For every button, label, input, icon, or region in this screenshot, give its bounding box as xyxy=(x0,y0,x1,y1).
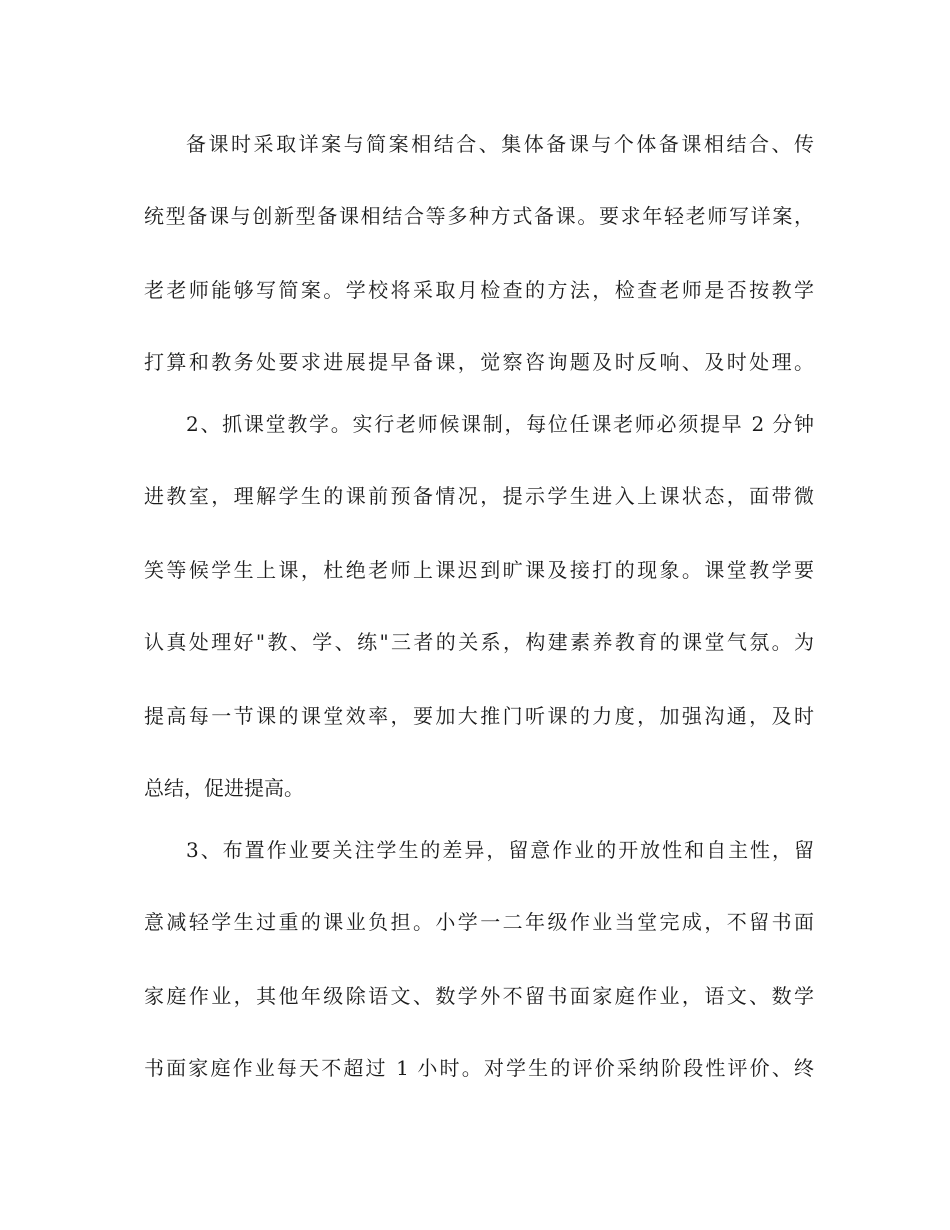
paragraph-line: 老老师能够写简案。学校将采取月检查的方法，检查老师是否按教学 xyxy=(144,278,814,302)
paragraph-line: 认真处理好"教、学、练"三者的关系，构建素养教育的课堂气氛。为 xyxy=(144,630,814,654)
paragraph-line: 意减轻学生过重的课业负担。小学一二年级作业当堂完成，不留书面 xyxy=(144,910,814,934)
paragraph-line: 2、抓课堂教学。实行老师候课制，每位任课老师必须提早 2 分钟 xyxy=(186,412,814,436)
paragraph-line: 统型备课与创新型备课相结合等多种方式备课。要求年轻老师写详案， xyxy=(144,204,814,228)
paragraph-line: 提高每一节课的课堂效率，要加大推门听课的力度，加强沟通，及时 xyxy=(144,704,814,728)
paragraph-line: 3、布置作业要关注学生的差异，留意作业的开放性和自主性，留 xyxy=(186,838,814,862)
paragraph-line: 打算和教务处要求进展提早备课，觉察咨询题及时反响、及时处理。 xyxy=(144,350,814,374)
paragraph-line: 进教室，理解学生的课前预备情况，提示学生进入上课状态，面带微 xyxy=(144,484,814,508)
paragraph-line: 书面家庭作业每天不超过 1 小时。对学生的评价采纳阶段性评价、终 xyxy=(144,1056,814,1080)
paragraph-line: 笑等候学生上课，杜绝老师上课迟到旷课及接打的现象。课堂教学要 xyxy=(144,558,814,582)
paragraph-line: 备课时采取详案与简案相结合、集体备课与个体备课相结合、传 xyxy=(186,132,814,156)
paragraph-line: 总结，促进提高。 xyxy=(144,776,304,800)
paragraph-line: 家庭作业，其他年级除语文、数学外不留书面家庭作业，语文、数学 xyxy=(144,984,814,1008)
